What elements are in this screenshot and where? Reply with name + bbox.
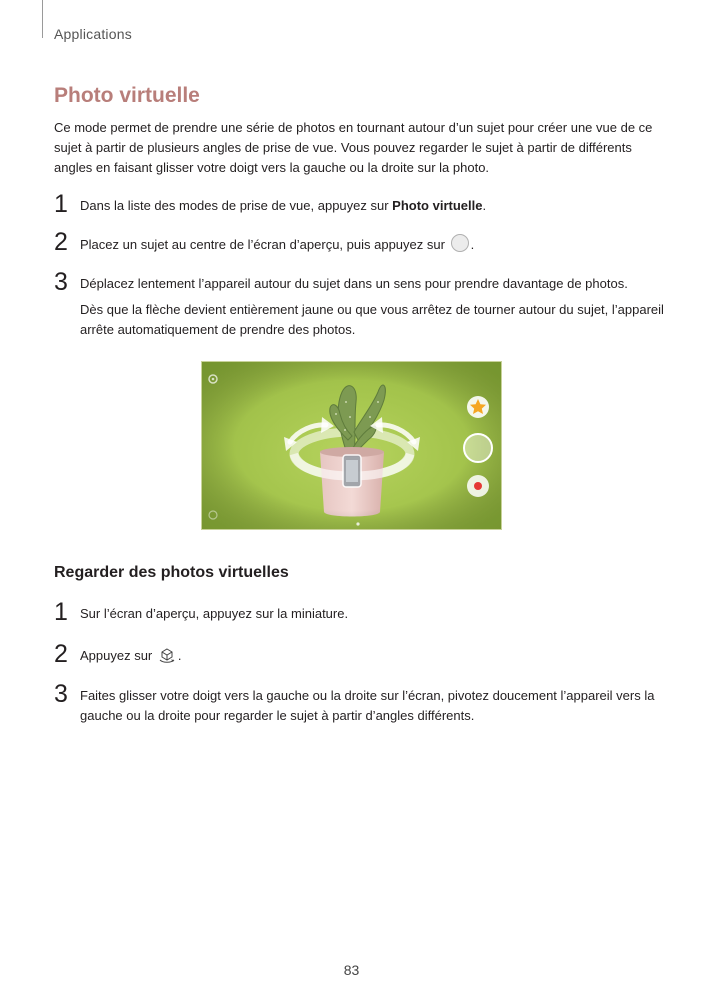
mode-name: Photo virtuelle — [392, 198, 483, 213]
page-number: 83 — [343, 962, 360, 978]
record-icon — [467, 475, 489, 497]
step-text: Sur l’écran d’aperçu, appuyez sur la miniature. — [80, 606, 349, 621]
step-text-part: . — [470, 237, 475, 252]
step-number: 2 — [54, 228, 68, 256]
capture-button-icon — [464, 434, 492, 462]
section-title: Photo virtuelle — [54, 84, 200, 107]
step-text: Faites glisser votre doigt vers la gauche ou la droite sur l’écran, pivotez doucement l’appareil vers la gauche ou la droite pour regarder le sujet à partir d’angles différents. — [80, 688, 655, 723]
view-step-2 — [54, 640, 664, 670]
step-note: Dès que la flèche devient entièrement jaune ou que vous arrêtez de tourner autour du sujet, l’appareil arrête automatiquement de prendre des photos. — [80, 302, 664, 337]
page-indicator-dot — [356, 522, 359, 525]
step-2 — [54, 228, 664, 256]
step-number: 1 — [54, 598, 68, 626]
subsection-title: Regarder des photos virtuelles — [54, 564, 289, 581]
view-step-3 — [54, 680, 664, 726]
step-text-part: Dans la liste des modes de prise de vue, appuyez sur — [80, 198, 393, 213]
step-3 — [54, 268, 664, 340]
shutter-icon — [451, 234, 469, 252]
view-step-1 — [54, 598, 664, 626]
header-divider — [42, 0, 43, 38]
step-text-part: Appuyez sur — [80, 648, 156, 663]
step-number: 1 — [54, 190, 68, 218]
header-section-label: Applications — [54, 26, 132, 42]
step-text-part: . — [482, 198, 487, 213]
step-text-part: . — [177, 648, 182, 663]
intro-paragraph: Ce mode permet de prendre une série de photos en tournant autour d’un sujet pour créer une vue de ce sujet à partir de plusieurs angles de prise de vue. Vous pouvez regarder le sujet à partir de différents angles en faisant glisser votre doigt vers la gauche ou la droite sur la photo. — [54, 120, 653, 175]
step-number: 2 — [54, 640, 68, 668]
star-effects-icon — [467, 396, 489, 418]
step-number: 3 — [54, 268, 68, 296]
step-text — [80, 234, 664, 255]
virtual-shot-rotate-icon — [158, 646, 176, 670]
camera-preview-image — [201, 361, 502, 530]
step-text — [80, 646, 664, 670]
step-text — [80, 196, 664, 216]
step-1 — [54, 190, 664, 218]
step-text: Déplacez lentement l’appareil autour du sujet dans un sens pour prendre davantage de photos. — [80, 276, 628, 291]
step-text-part: Placez un sujet au centre de l’écran d’aperçu, puis appuyez sur — [80, 237, 449, 252]
step-number: 3 — [54, 680, 68, 708]
